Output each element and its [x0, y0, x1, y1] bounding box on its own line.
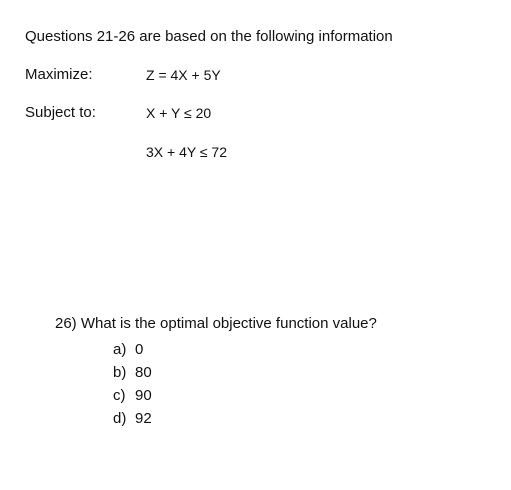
- option-value: 90: [135, 387, 152, 404]
- answer-option-c: [113, 387, 152, 405]
- option-value: 0: [135, 341, 144, 358]
- option-value: 92: [135, 410, 152, 427]
- option-letter: c): [113, 387, 126, 404]
- question-text: 26) What is the optimal objective function value?: [55, 315, 377, 332]
- constraint-1: X + Y ≤ 20: [146, 105, 212, 121]
- constraint-2: 3X + 4Y ≤ 72: [146, 144, 227, 160]
- answer-options: [113, 341, 152, 433]
- option-value: 80: [135, 364, 152, 381]
- option-letter: d): [113, 410, 127, 427]
- section-heading: Questions 21-26 are based on the following information: [25, 28, 393, 45]
- objective-function: Z = 4X + 5Y: [146, 67, 221, 83]
- subject-to-label: Subject to:: [25, 104, 96, 121]
- maximize-label: Maximize:: [25, 66, 93, 83]
- option-letter: a): [113, 341, 127, 358]
- answer-option-a: [113, 341, 152, 359]
- answer-option-d: [113, 410, 152, 428]
- answer-option-b: [113, 364, 152, 382]
- option-letter: b): [113, 364, 127, 381]
